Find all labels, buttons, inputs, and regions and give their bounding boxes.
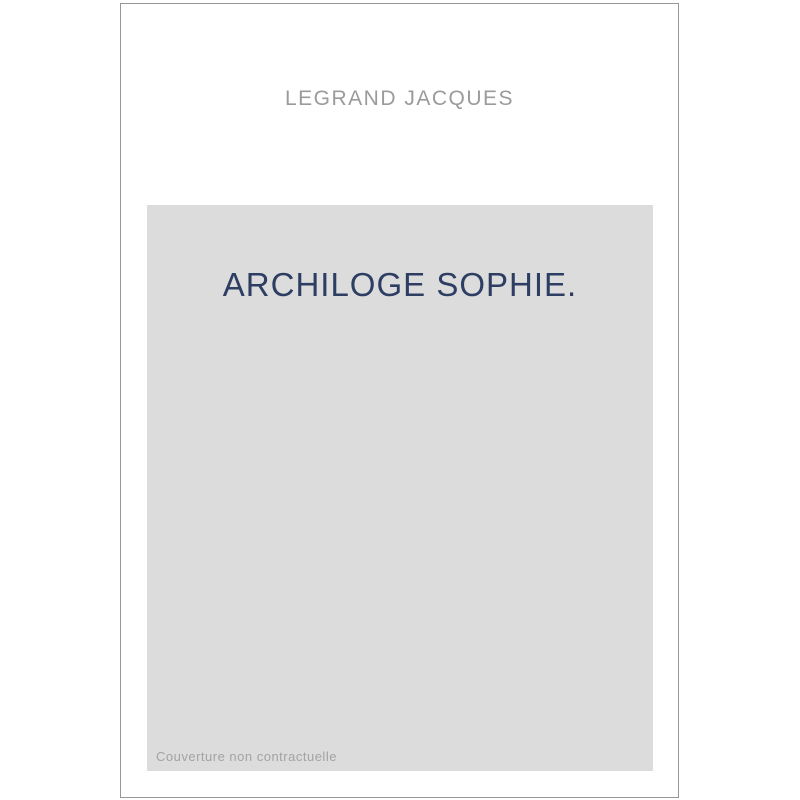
book-title: ARCHILOGE SOPHIE. [222,266,578,303]
cover-page [120,3,679,798]
disclaimer-caption: Couverture non contractuelle [156,749,337,764]
cover-placeholder-box [147,205,653,771]
author-name: LEGRAND JACQUES [284,87,515,110]
